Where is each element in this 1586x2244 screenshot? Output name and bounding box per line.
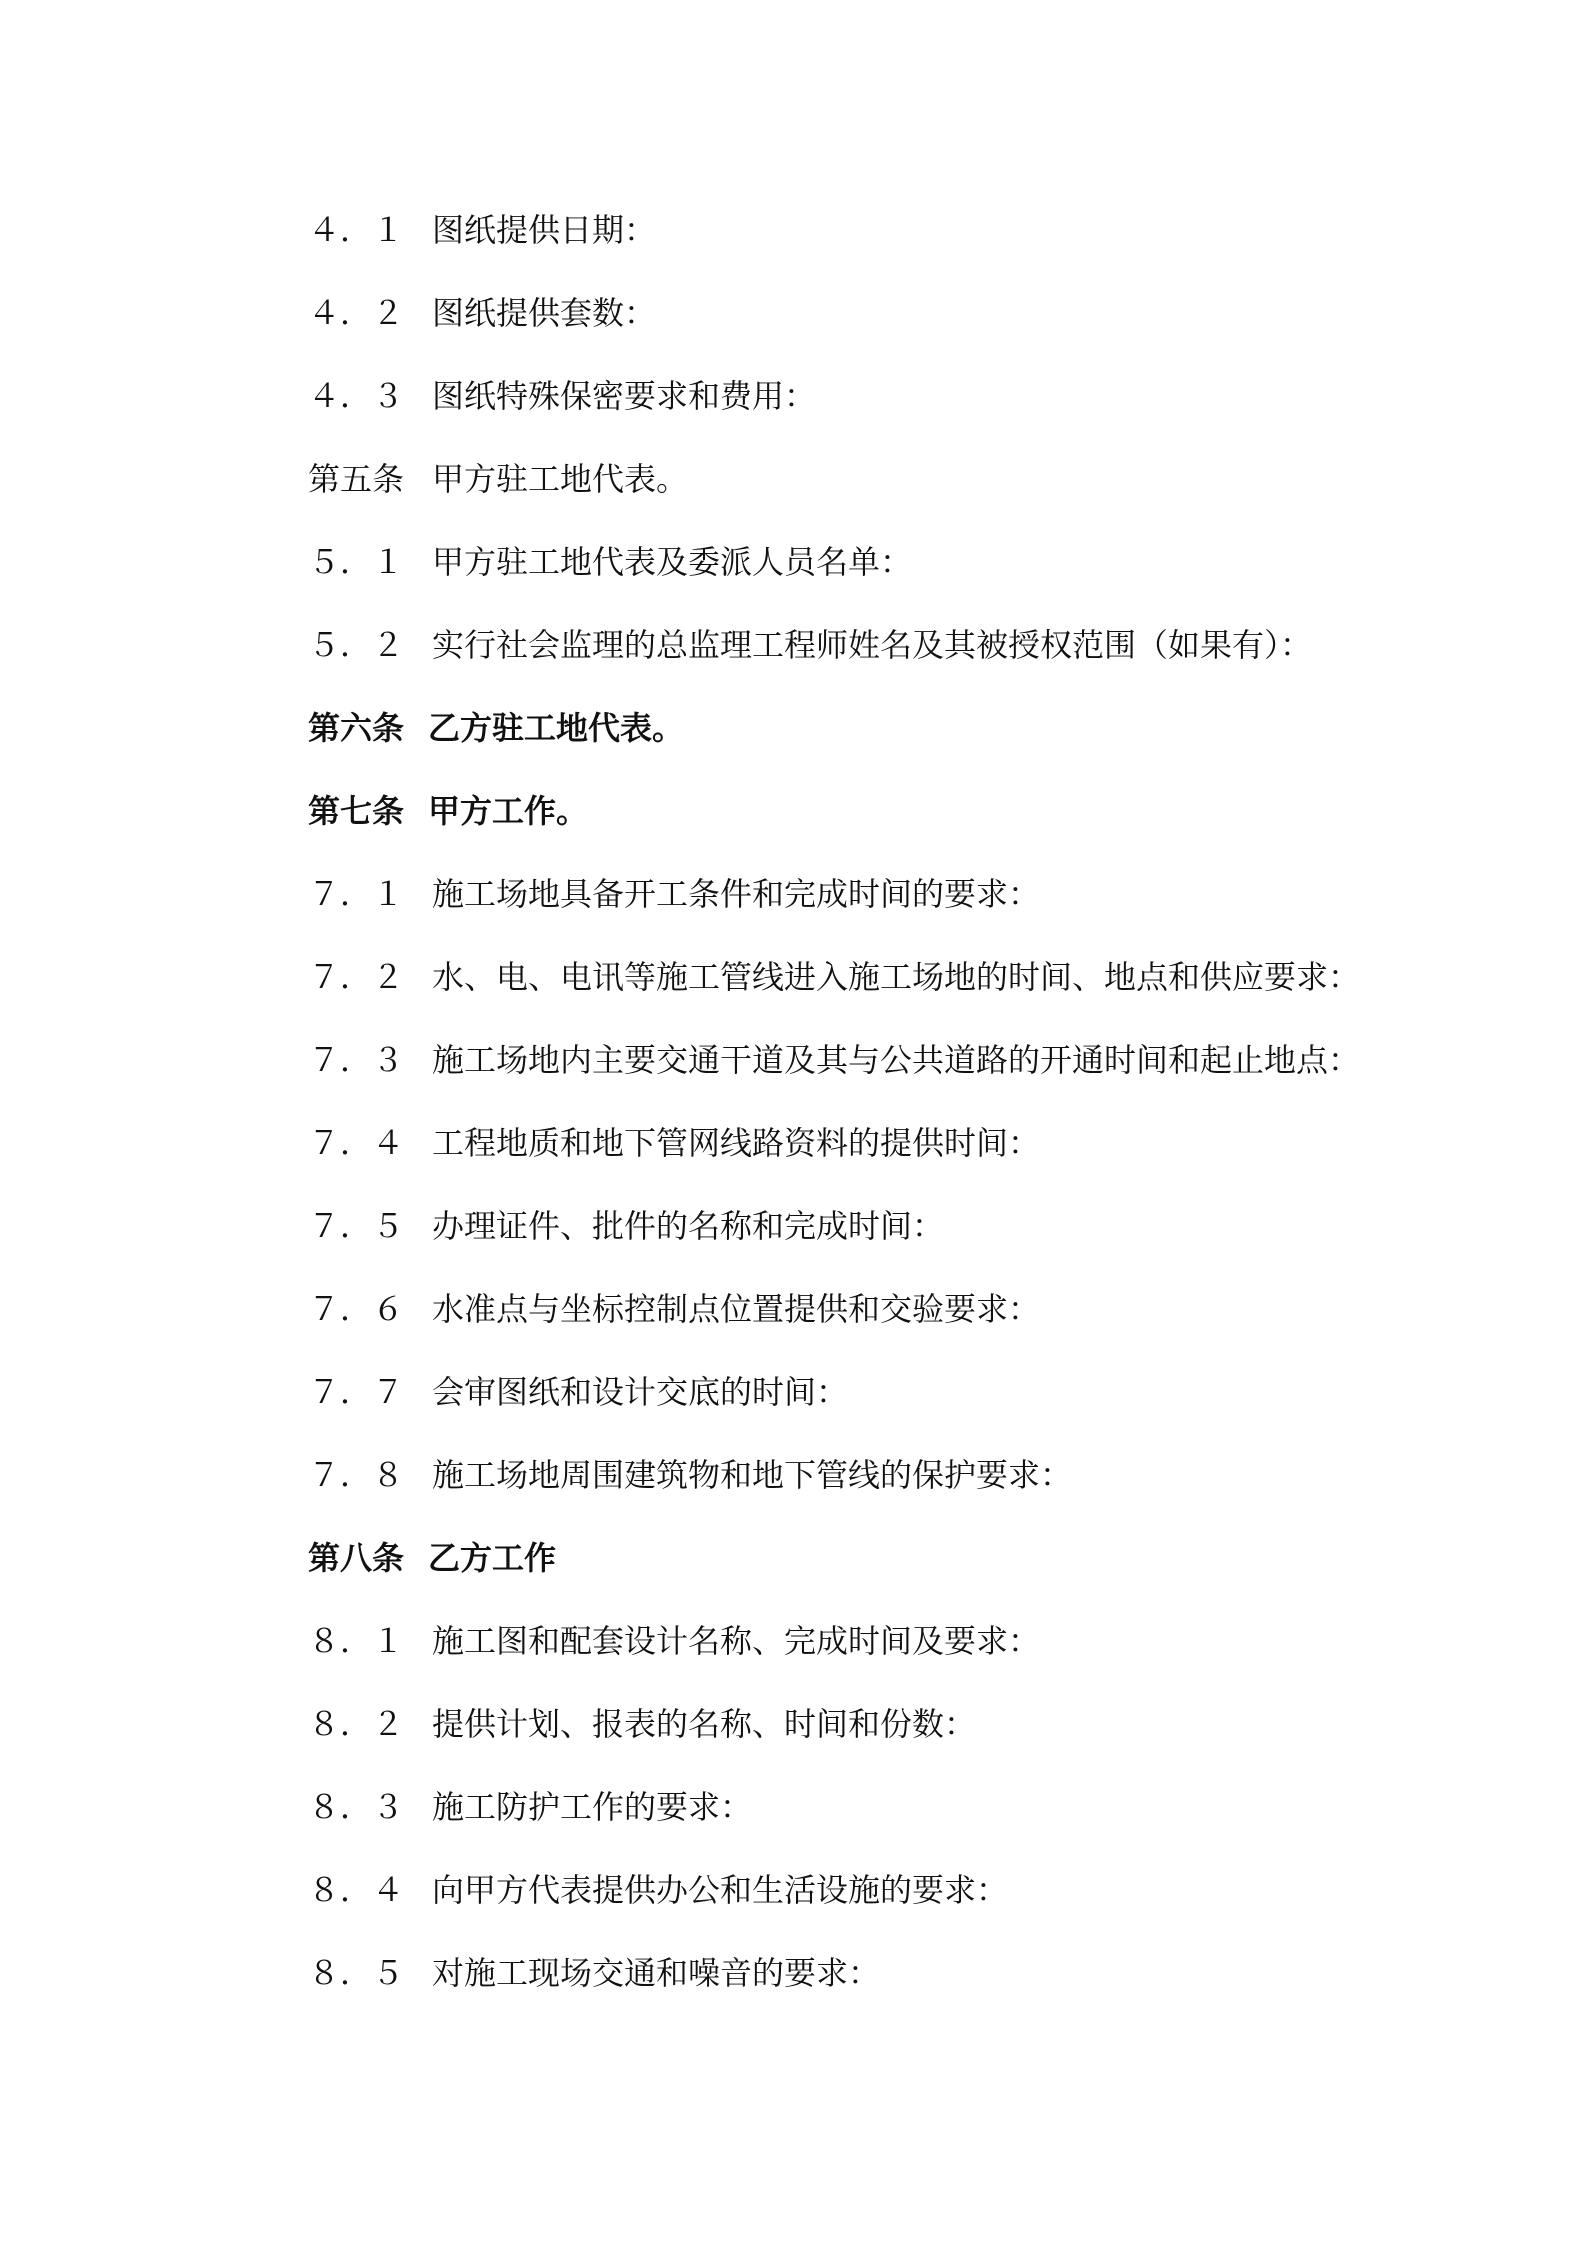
clause-number: ７．８: [308, 1456, 405, 1494]
clause-number: ８．２: [308, 1705, 405, 1743]
article-number: 第七条: [308, 792, 405, 830]
clause-text: 图纸提供日期：: [432, 211, 657, 249]
clause-number: ８．１: [308, 1622, 405, 1660]
clause-text: 实行社会监理的总监理工程师姓名及其被授权范围（如果有）：: [432, 626, 1313, 664]
clause-text: 施工场地具备开工条件和完成时间的要求：: [432, 875, 1041, 913]
clause-text: 工程地质和地下管网线路资料的提供时间：: [432, 1124, 1041, 1162]
clause-text: 甲方驻工地代表及委派人员名单：: [432, 543, 913, 581]
article-title: 乙方驻工地代表。: [428, 709, 685, 747]
clause-number: ７．２: [308, 958, 405, 996]
clause-number: ７．３: [308, 1041, 405, 1079]
clause-number: ７．６: [308, 1290, 405, 1328]
clause-text: 会审图纸和设计交底的时间：: [432, 1373, 849, 1411]
clause-text: 提供计划、报表的名称、时间和份数：: [432, 1705, 977, 1743]
clause-text: 办理证件、批件的名称和完成时间：: [432, 1207, 945, 1245]
clause-text: 图纸提供套数：: [432, 294, 657, 332]
article-number: 第八条: [308, 1539, 405, 1577]
clause-number: ５．２: [308, 626, 405, 664]
article-number: 第六条: [308, 709, 405, 747]
clause-text: 施工场地内主要交通干道及其与公共道路的开通时间和起止地点：: [432, 1041, 1361, 1079]
clause-number: ８．５: [308, 1954, 405, 1992]
clause-text: 水、电、电讯等施工管线进入施工场地的时间、地点和供应要求：: [432, 958, 1361, 996]
clause-number: ４．１: [308, 211, 405, 249]
clause-text: 水准点与坐标控制点位置提供和交验要求：: [432, 1290, 1041, 1328]
clause-number: ４．２: [308, 294, 405, 332]
article-number: 第五条: [308, 460, 405, 498]
clause-text: 图纸特殊保密要求和费用：: [432, 377, 817, 415]
clause-number: ５．１: [308, 543, 405, 581]
clause-number: ７．５: [308, 1207, 405, 1245]
clause-number: ８．４: [308, 1871, 405, 1909]
clause-number: ８．３: [308, 1788, 405, 1826]
clause-text: 施工场地周围建筑物和地下管线的保护要求：: [432, 1456, 1073, 1494]
article-title: 甲方驻工地代表。: [432, 460, 689, 498]
clause-text: 向甲方代表提供办公和生活设施的要求：: [432, 1871, 1009, 1909]
clause-number: ４．３: [308, 377, 405, 415]
clause-number: ７．７: [308, 1373, 405, 1411]
clause-number: ７．１: [308, 875, 405, 913]
article-title: 乙方工作: [428, 1539, 557, 1577]
clause-text: 施工防护工作的要求：: [432, 1788, 753, 1826]
article-title: 甲方工作。: [428, 792, 589, 830]
clause-text: 对施工现场交通和噪音的要求：: [432, 1954, 881, 1992]
clause-text: 施工图和配套设计名称、完成时间及要求：: [432, 1622, 1041, 1660]
clause-number: ７．４: [308, 1124, 405, 1162]
